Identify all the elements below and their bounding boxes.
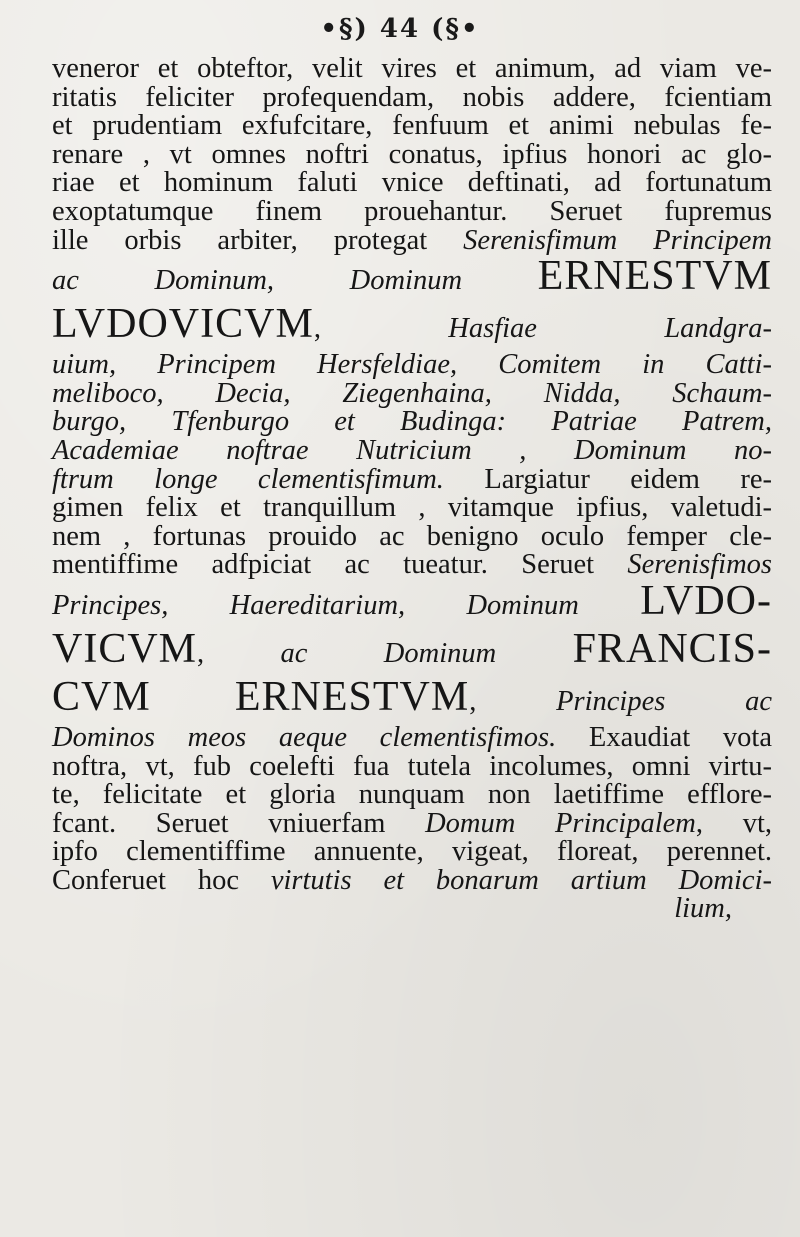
text-run: , [197,637,281,669]
text-line [52,55,772,84]
text-run: Hasfiae Landgra- [448,313,772,345]
text-line [52,81,772,113]
text-line [52,434,772,466]
text-line [52,463,772,495]
text-run: te, felicitate et gloria nunquam non laetiffime efflore- [52,779,772,811]
text-run: ipfo clementiffime annuente, vigeat, floreat, perennet. [52,836,772,868]
text-line [52,195,772,227]
text-run: mentiffime adfpiciat ac tueatur. Seruet [52,549,628,581]
text-run: et prudentiam exfufcitare, fenfuum et animi nebulas fe- [52,110,772,142]
text-line [52,551,772,580]
text-run: exoptatumque finem prouehantur. Seruet fupremus [52,195,772,227]
text-run: riae et hominum faluti vnice deftinati, ad fortunatum [52,167,772,199]
text-line [52,625,772,676]
text-line [52,224,772,256]
text-line [52,781,772,810]
text-line [52,408,772,437]
text-line [52,838,772,867]
page-number-header: •§) 44 (§• [320,14,480,44]
text-run: ritatis feliciter profequendam, nobis addere, fcientiam [52,81,772,113]
text-run: ac Dominum, Dominum [52,265,538,297]
text-run: LVDO- [640,577,772,624]
text-run: Exaudiat vota [588,721,772,753]
text-line [52,520,772,552]
text-run: Serenisfimum Principem [463,224,772,256]
text-line [52,112,772,141]
text-run: FRANCIS- [572,625,772,672]
text-line [52,673,772,724]
text-line [52,750,772,782]
text-run: noftra, vt, fub coelefti fua tutela incolumes, omni virtu- [52,750,772,782]
text-run: LVDOVICVM [52,301,314,348]
text-run: gimen felix et tranquillum , vitamque ipfius, valetudi- [52,492,772,524]
text-run: Serenisfimos [627,549,772,581]
text-line [52,721,772,753]
text-line [52,494,772,523]
text-run: fcant. Seruet vniuerfam [52,807,426,839]
text-run: Principes ac [556,685,772,717]
text-run: lium, [674,893,732,925]
text-run: ERNESTVM [537,253,772,300]
text-run: Largiatur eidem re- [484,463,772,495]
text-run: Principes, Haereditarium, Dominum [52,589,641,621]
text-run: Dominos meos aeque clementisfimos. [52,721,589,753]
text-line [52,351,772,380]
text-line [52,138,772,170]
text-run: renare , vt omnes noftri conatus, ipfius honori ac glo- [52,138,772,170]
text-run: veneror et obteftor, velit vires et animum, ad viam ve- [52,53,772,84]
text-run: CVM ERNESTVM [52,673,470,720]
text-run: VICVM [52,625,198,672]
text-run: uium, Principem Hersfeldiae, Comitem in Catti- [52,349,772,381]
body-text [52,55,772,924]
text-run: Domum Principalem [425,807,696,839]
text-run: ftrum longe clementisfimum. [52,463,485,495]
text-run: ac Dominum [280,637,573,669]
text-line [52,807,772,839]
text-line [52,303,772,351]
text-line [52,864,772,896]
text-line [52,169,772,198]
text-line [52,377,772,409]
text-run: Conferuet hoc [52,864,271,896]
text-line [52,895,772,924]
text-run: , vt, [695,807,772,839]
text-run: nem , fortunas prouido ac benigno oculo femper cle- [52,520,772,552]
text-run: Academiae noftrae Nutricium , Dominum no- [52,434,772,466]
text-run: ille orbis arbiter, protegat [52,224,464,256]
text-run: , [313,313,449,345]
text-run: virtutis et bonarum artium Domici- [270,864,772,896]
text-run: meliboco, Decia, Ziegenhaina, Nidda, Schaum- [52,377,772,409]
text-run: , [469,685,557,717]
text-run: burgo, Tfenburgo et Budinga: Patriae Patrem, [52,406,772,438]
text-line [52,255,772,303]
text-line [52,577,772,628]
